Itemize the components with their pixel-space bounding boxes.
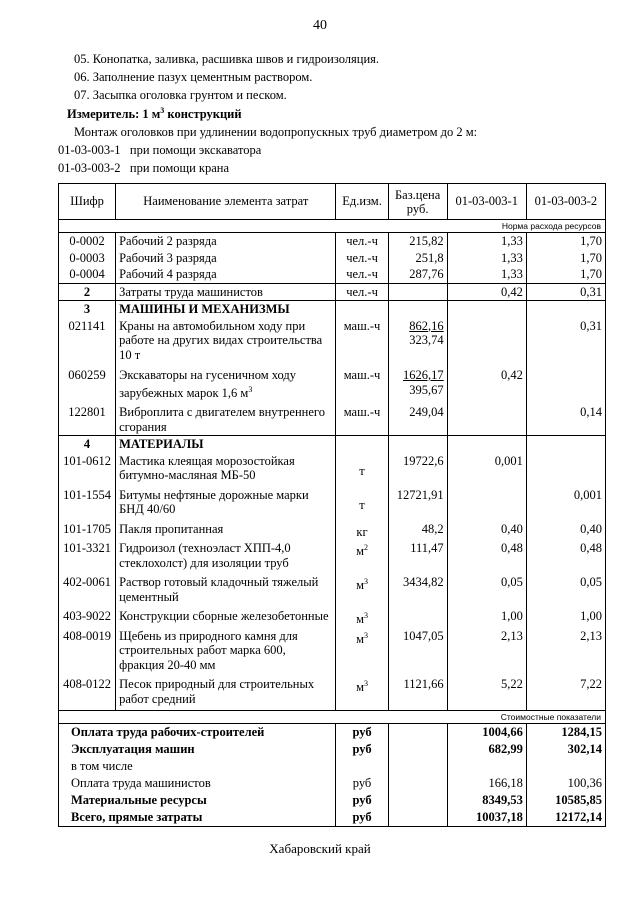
row-unit	[336, 608, 388, 628]
summary-unit	[336, 758, 388, 775]
table-row	[59, 266, 606, 283]
row-unit: чел.-ч	[336, 233, 388, 250]
table-row	[59, 521, 606, 541]
row-val-b: 0,14	[526, 404, 605, 436]
row-unit	[336, 521, 388, 541]
row-price: 1121,66	[388, 676, 447, 711]
measure-prefix: Измеритель: 1 м	[67, 107, 161, 122]
row-price: 111,47	[388, 540, 447, 574]
row-code: 021141	[59, 318, 116, 368]
table-header-row	[59, 184, 606, 220]
table-row	[59, 283, 606, 301]
section-code: 3	[59, 301, 116, 318]
summary-val-b: 100,36	[526, 775, 605, 792]
row-val-a: 0,001	[447, 453, 526, 487]
row-unit-text: м	[356, 544, 364, 559]
summary-name: Оплата труда рабочих-строителей	[59, 724, 336, 742]
row-price: 48,2	[388, 521, 447, 541]
row-val-a: 1,00	[447, 608, 526, 628]
row-val-a: 2,13	[447, 628, 526, 677]
row-price: 19722,6	[388, 453, 447, 487]
row-code: 2	[59, 283, 116, 301]
header-price-line2: руб.	[406, 201, 429, 216]
table-row	[59, 487, 606, 521]
row-val-b: 0,40	[526, 521, 605, 541]
variant-code: 01-03-003-2	[58, 161, 121, 175]
row-code: 0-0003	[59, 250, 116, 267]
row-price-sub: 395,67	[409, 382, 444, 397]
row-price-main: 862,16	[409, 318, 444, 333]
summary-name: Оплата труда машинистов	[59, 775, 336, 792]
row-name: Мастика клеящая морозостойкая битумно-масляная МБ-50	[116, 453, 336, 487]
row-code: 403-9022	[59, 608, 116, 628]
row-unit: маш.-ч	[336, 367, 388, 404]
table-row	[59, 318, 606, 368]
summary-val-b: 12172,14	[526, 809, 605, 827]
intro-line: 06. Заполнение пазух цементным раствором.	[74, 70, 313, 84]
row-val-b: 0,31	[526, 283, 605, 301]
row-val-a: 0,42	[447, 367, 526, 404]
row-name-text: Экскаваторы на гусеничном ходу зарубежных марок 1,6 м	[119, 368, 297, 400]
row-unit-sup: 2	[363, 543, 368, 553]
row-val-a: 0,42	[447, 283, 526, 301]
measure-line	[67, 106, 242, 122]
summary-row	[59, 741, 606, 758]
intro-line: 05. Конопатка, заливка, расшивка швов и гидроизоляция.	[74, 52, 380, 66]
empty-cell	[388, 436, 447, 453]
empty-cell	[388, 758, 447, 775]
row-val-b: 1,70	[526, 233, 605, 250]
summary-unit: руб	[336, 741, 388, 758]
table-row	[59, 628, 606, 677]
row-unit: чел.-ч	[336, 283, 388, 301]
row-name: Рабочий 4 разряда	[116, 266, 336, 283]
row-name: Затраты труда машинистов	[116, 283, 336, 301]
row-val-b: 1,00	[526, 608, 605, 628]
row-val-a	[447, 487, 526, 521]
summary-row	[59, 809, 606, 827]
row-val-a: 5,22	[447, 676, 526, 711]
row-val-b: 1,70	[526, 266, 605, 283]
cost-label: Стоимостные показатели	[59, 711, 606, 724]
row-val-b: 7,22	[526, 676, 605, 711]
row-name: Раствор готовый кладочный тяжелый цементный	[116, 574, 336, 608]
empty-cell	[388, 809, 447, 827]
empty-cell	[336, 436, 388, 453]
row-val-a: 0,05	[447, 574, 526, 608]
table-row	[59, 608, 606, 628]
row-name: Краны на автомобильном ходу при работе на других видах строительства 10 т	[116, 318, 336, 368]
row-val-a: 1,33	[447, 266, 526, 283]
row-val-b: 0,31	[526, 318, 605, 368]
row-unit: чел.-ч	[336, 250, 388, 267]
header-col-a: 01-03-003-1	[447, 184, 526, 220]
row-unit-text: кг	[356, 524, 368, 539]
variant-text: при помощи крана	[129, 161, 230, 175]
row-name: Рабочий 3 разряда	[116, 250, 336, 267]
section-title: МАШИНЫ И МЕХАНИЗМЫ	[116, 301, 336, 318]
summary-unit: руб	[336, 809, 388, 827]
summary-unit: руб	[336, 724, 388, 742]
empty-cell	[447, 301, 526, 318]
row-unit-text: м	[356, 612, 364, 627]
summary-val-a: 10037,18	[447, 809, 526, 827]
row-val-b	[526, 453, 605, 487]
row-code: 0-0004	[59, 266, 116, 283]
row-val-b: 0,001	[526, 487, 605, 521]
summary-name: Материальные ресурсы	[59, 792, 336, 809]
row-val-a: 0,48	[447, 540, 526, 574]
empty-cell	[388, 792, 447, 809]
section-title: МАТЕРИАЛЫ	[116, 436, 336, 453]
row-code: 122801	[59, 404, 116, 436]
header-price-line1: Баз.цена	[394, 187, 441, 202]
row-val-a	[447, 404, 526, 436]
row-unit-text: м	[356, 632, 364, 647]
row-code: 408-0122	[59, 676, 116, 711]
row-price	[388, 283, 447, 301]
header-unit: Ед.изм.	[336, 184, 388, 220]
table-row	[59, 453, 606, 487]
section-row	[59, 436, 606, 453]
row-unit	[336, 676, 388, 711]
row-unit	[336, 453, 388, 487]
row-name: Рабочий 2 разряда	[116, 233, 336, 250]
row-unit: маш.-ч	[336, 318, 388, 368]
page-number: 40	[313, 18, 327, 33]
table-row	[59, 250, 606, 267]
row-name	[116, 367, 336, 404]
footer-region: Хабаровский край	[269, 841, 371, 856]
summary-row	[59, 724, 606, 742]
row-val-a: 1,33	[447, 233, 526, 250]
row-val-b	[526, 367, 605, 404]
row-code: 408-0019	[59, 628, 116, 677]
table-row	[59, 540, 606, 574]
row-price: 215,82	[388, 233, 447, 250]
row-unit: маш.-ч	[336, 404, 388, 436]
row-price: 1047,05	[388, 628, 447, 677]
row-code: 402-0061	[59, 574, 116, 608]
row-code: 101-3321	[59, 540, 116, 574]
summary-name: Эксплуатация машин	[59, 741, 336, 758]
variant-code: 01-03-003-1	[58, 143, 121, 157]
row-unit	[336, 628, 388, 677]
row-unit-text: т	[359, 463, 365, 478]
row-name: Битумы нефтяные дорожные марки БНД 40/60	[116, 487, 336, 521]
row-code: 101-1554	[59, 487, 116, 521]
table-row	[59, 404, 606, 436]
row-price-main: 1626,17	[403, 368, 444, 382]
row-unit-sup: 3	[363, 577, 368, 587]
empty-cell	[388, 741, 447, 758]
resource-table	[58, 183, 606, 827]
row-val-a	[447, 318, 526, 368]
summary-row	[59, 792, 606, 809]
row-code: 101-1705	[59, 521, 116, 541]
row-unit-text: м	[356, 680, 364, 695]
row-unit-sup: 3	[363, 679, 368, 689]
empty-cell	[526, 301, 605, 318]
description: Монтаж оголовков при удлинении водопропускных труб диаметром до 2 м:	[74, 125, 478, 139]
table-row	[59, 574, 606, 608]
header-name: Наименование элемента затрат	[116, 184, 336, 220]
row-code: 0-0002	[59, 233, 116, 250]
empty-cell	[388, 775, 447, 792]
row-price-sub: 323,74	[409, 333, 444, 347]
summary-name: в том числе	[59, 758, 336, 775]
summary-val-a: 166,18	[447, 775, 526, 792]
row-unit-sup: 3	[363, 611, 368, 621]
empty-cell	[336, 301, 388, 318]
row-price	[388, 367, 447, 404]
header-code: Шифр	[59, 184, 116, 220]
variant-line	[58, 161, 229, 176]
summary-row	[59, 775, 606, 792]
row-unit-text: т	[359, 497, 365, 512]
header-col-b: 01-03-003-2	[526, 184, 605, 220]
row-price: 249,04	[388, 404, 447, 436]
row-price: 251,8	[388, 250, 447, 267]
row-code: 101-0612	[59, 453, 116, 487]
summary-val-b	[526, 758, 605, 775]
row-unit	[336, 540, 388, 574]
table-row	[59, 676, 606, 711]
row-val-a: 1,33	[447, 250, 526, 267]
norma-label: Норма расхода ресурсов	[59, 220, 606, 233]
row-price: 12721,91	[388, 487, 447, 521]
variant-line	[58, 143, 261, 158]
empty-cell	[447, 436, 526, 453]
row-name-sup: 3	[248, 384, 253, 394]
row-name: Конструкции сборные железобетонные	[116, 608, 336, 628]
row-price: 3434,82	[388, 574, 447, 608]
measure-sup: 3	[160, 106, 165, 115]
row-unit	[336, 574, 388, 608]
row-price: 287,76	[388, 266, 447, 283]
section-row	[59, 301, 606, 318]
summary-unit: руб	[336, 792, 388, 809]
empty-cell	[526, 436, 605, 453]
summary-val-b: 10585,85	[526, 792, 605, 809]
row-val-b: 1,70	[526, 250, 605, 267]
row-val-b: 0,05	[526, 574, 605, 608]
row-name: Щебень из природного камня для строительных работ марка 600, фракция 20-40 мм	[116, 628, 336, 677]
summary-val-b: 1284,15	[526, 724, 605, 742]
variant-text: при помощи экскаватора	[129, 143, 262, 157]
row-price	[388, 318, 447, 368]
row-unit	[336, 487, 388, 521]
summary-val-a: 8349,53	[447, 792, 526, 809]
summary-val-a: 682,99	[447, 741, 526, 758]
row-val-a: 0,40	[447, 521, 526, 541]
row-price	[388, 608, 447, 628]
cost-header-row	[59, 711, 606, 724]
summary-val-a	[447, 758, 526, 775]
row-name: Виброплита с двигателем внутреннего сгорания	[116, 404, 336, 436]
empty-cell	[388, 301, 447, 318]
row-name: Пакля пропитанная	[116, 521, 336, 541]
row-val-b: 0,48	[526, 540, 605, 574]
norma-row	[59, 220, 606, 233]
row-unit: чел.-ч	[336, 266, 388, 283]
summary-row	[59, 758, 606, 775]
table-row	[59, 367, 606, 404]
intro-line: 07. Засыпка оголовка грунтом и песком.	[74, 88, 287, 102]
measure-suffix: конструкций	[164, 107, 242, 122]
row-code: 060259	[59, 367, 116, 404]
header-price	[388, 184, 447, 220]
row-unit-text: м	[356, 578, 364, 593]
row-name: Гидроизол (техноэласт ХПП-4,0 стеклохолст) для изоляции труб	[116, 540, 336, 574]
row-unit-sup: 3	[363, 630, 368, 640]
summary-val-a: 1004,66	[447, 724, 526, 742]
section-code: 4	[59, 436, 116, 453]
summary-unit: руб	[336, 775, 388, 792]
summary-name: Всего, прямые затраты	[59, 809, 336, 827]
summary-val-b: 302,14	[526, 741, 605, 758]
row-val-b: 2,13	[526, 628, 605, 677]
empty-cell	[388, 724, 447, 742]
row-name: Песок природный для строительных работ средний	[116, 676, 336, 711]
table-row	[59, 233, 606, 250]
